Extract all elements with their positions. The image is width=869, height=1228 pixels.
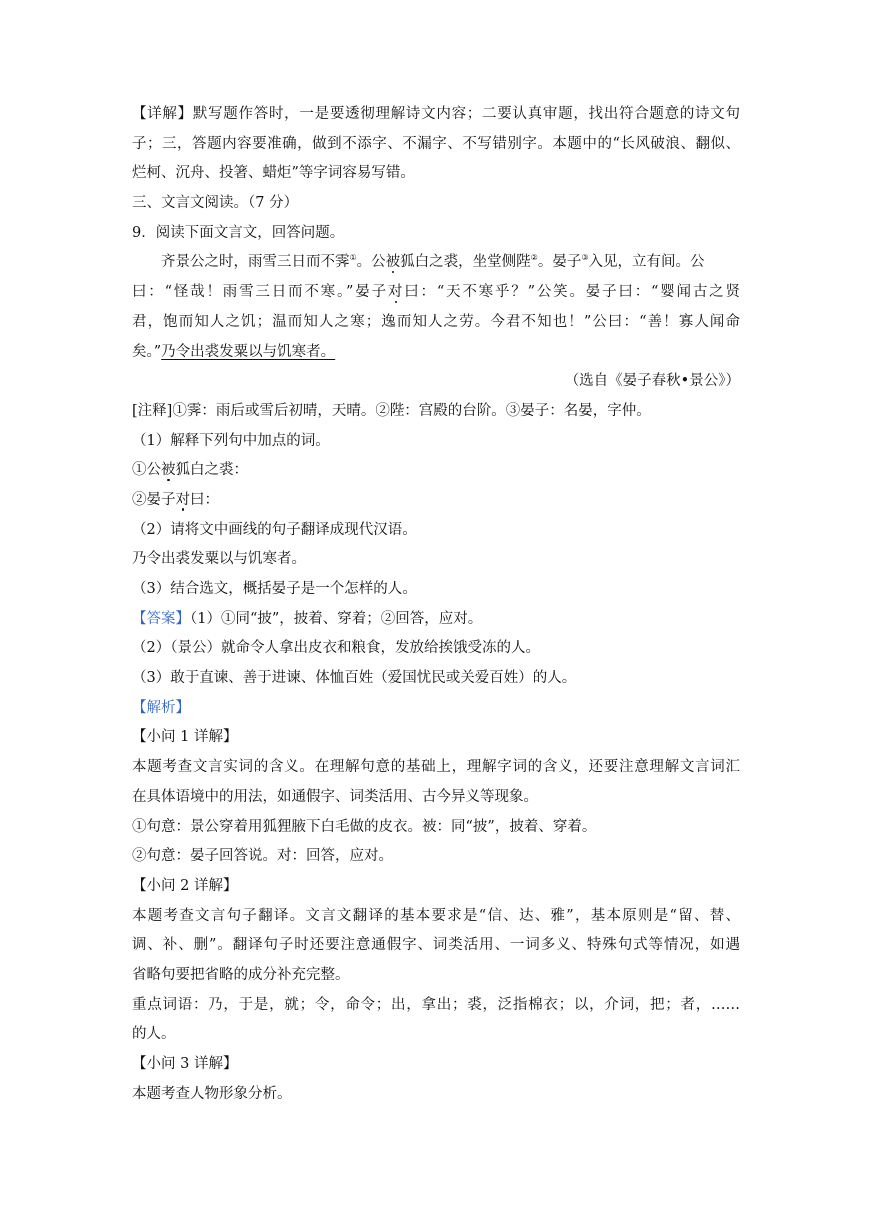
question-9-prompt: 9．阅读下面文言文，回答问题。	[132, 224, 345, 241]
sub1-line-1: 本题考查文言实词的含义。在理解句意的基础上，理解字词的含义，还要注意理解文言词汇	[132, 759, 740, 776]
passage-line-1	[132, 248, 740, 278]
passage-line-3: 君，饱而知人之饥；温而知人之寒；逸而知人之劳。今君不知也！”公曰：“善！寡人闻命	[132, 313, 740, 330]
dotted-word-bei: 被	[161, 462, 176, 479]
question-2-prompt: （2）请将文中画线的句子翻译成现代汉语。	[132, 521, 417, 538]
sub1-line-4: ②句意：晏子回答说。对：回答，应对。	[132, 848, 393, 865]
answer-line-1	[132, 605, 740, 635]
passage-text: 。公	[356, 254, 386, 271]
answer-line-3: （3）敢于直谏、善于进谏、体恤百姓（爱国忧民或关爱百姓）的人。	[132, 670, 577, 687]
question-1-prompt: （1）解释下列句中加点的词。	[132, 432, 330, 449]
analysis-label: 【解析】	[132, 699, 190, 716]
passage-text: 入见，立有间。公	[588, 254, 705, 271]
sub2-line-4: 重点词语：乃，于是，就；令，命令；出，拿出；裘，泛指棉衣；以，介词，把；者，……	[132, 996, 740, 1013]
sub2-line-3: 省略句要把省略的成分补充完整。	[132, 966, 350, 983]
sub3-line-1: 本题考查人物形象分析。	[132, 1085, 292, 1102]
passage-text: 齐景公之时，雨雪三日而不霁	[161, 254, 350, 271]
sub-question-1-heading: 【小问 1 详解】	[132, 729, 238, 746]
dotted-word-dui: 对	[175, 491, 190, 508]
footnote-marker: ③	[581, 253, 589, 263]
sub1-line-2: 在具体语境中的用法，如通假字、词类活用、古今异义等现象。	[132, 788, 538, 805]
passage-source: （选自《晏子春秋•景公》）	[564, 373, 740, 390]
passage-text: 狐白之裘，坐堂侧陛	[400, 254, 531, 271]
xiangjie-line-2: 子；三，答题内容要准确，做到不添字、不漏字、不写错别字。本题中的“长风破浪、翻似、	[132, 135, 740, 152]
annotation-notes: [注释]①霁：雨后或雪后初晴，天晴。②陛：宫殿的台阶。③晏子：名晏，字仲。	[132, 402, 651, 419]
footnote-marker: ①	[349, 253, 357, 263]
answer-text: （1）①同“披”，披着、穿着；②回答，应对。	[190, 610, 483, 627]
passage-text: 曰：“怪哉！雨雪三日而不寒。”晏子	[132, 284, 388, 301]
sub1-line-3: ①句意：景公穿着用狐狸腋下白毛做的皮衣。被：同“披”，披着、穿着。	[132, 818, 597, 835]
xiangjie-line-3: 烂柯、沉舟、投箸、蜡炬”等字词容易写错。	[132, 165, 415, 182]
passage-line-4	[132, 338, 740, 368]
question-3-prompt: （3）结合选文，概括晏子是一个怎样的人。	[132, 581, 417, 597]
sub2-line-2: 调、补、删”。翻译句子时还要注意通假字、词类活用、一词多义、特殊句式等情况，如遇	[132, 937, 740, 954]
item-text: ①公	[132, 462, 161, 479]
passage-line-2	[132, 278, 740, 308]
passage-text: 曰：“天不寒乎？”公笑。晏子曰：“婴闻古之贤	[404, 284, 740, 301]
sub-question-2-heading: 【小问 2 详解】	[132, 877, 238, 894]
footnote-marker: ②	[530, 253, 538, 263]
question-2-sentence: 乃令出裘发粟以与饥寒者。	[132, 551, 306, 568]
question-1-item-2	[132, 486, 740, 516]
item-text: 曰：	[190, 491, 219, 508]
answer-line-2: （2）（景公）就命令人拿出皮衣和粮食，发放给挨饿受冻的人。	[132, 640, 540, 657]
item-text: 狐白之裘：	[175, 462, 248, 479]
dotted-word-bei: 被	[385, 254, 401, 271]
dotted-word-dui: 对	[387, 284, 405, 301]
section-heading: 三、文言文阅读。（7 分）	[132, 195, 299, 212]
sub-question-3-heading: 【小问 3 详解】	[132, 1056, 238, 1072]
item-text: ②晏子	[132, 491, 176, 508]
passage-text: 矣。”	[132, 343, 162, 360]
sub2-line-5: 的人。	[132, 1026, 176, 1043]
document-page	[132, 100, 740, 1109]
sub2-line-1: 本题考查文言句子翻译。文言文翻译的基本要求是“信、达、雅”，基本原则是“留、替、	[132, 907, 740, 924]
question-1-item-1	[132, 456, 740, 486]
passage-text: 。晏子	[537, 254, 582, 271]
xiangjie-line-1: 【详解】默写题作答时，一是要透彻理解诗文内容；二要认真审题，找出符合题意的诗文句	[132, 106, 740, 122]
answer-label: 【答案】	[132, 610, 190, 627]
underlined-sentence: 乃令出裘发粟以与饥寒者。	[161, 343, 336, 360]
